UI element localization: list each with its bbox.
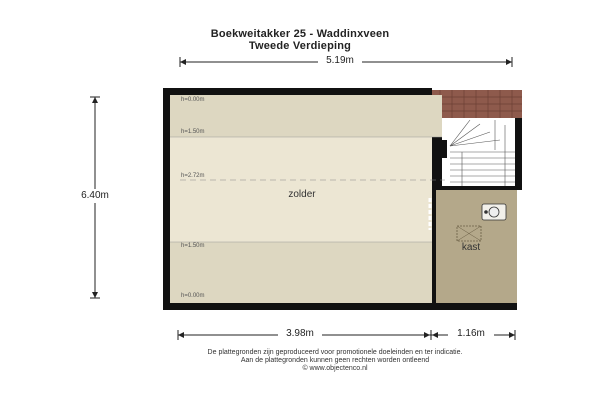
height-label: 6.40m — [81, 190, 109, 201]
left-width-label: 3.98m — [286, 328, 314, 339]
height-label-ridge: h=2.72m — [181, 173, 205, 179]
room-label-closet: kast — [461, 242, 481, 253]
height-label-top: h=0.00m — [181, 97, 205, 103]
height-label-bottom: h=0.00m — [181, 293, 205, 299]
height-label-upper: h=1.50m — [181, 129, 205, 135]
plan-subtitle: Tweede Verdieping — [248, 40, 352, 52]
disclaimer-line-1: De plattegronden zijn geproduceerd voor promotionele doeleinden en ter indicatie. — [207, 349, 463, 356]
roof-tiles — [432, 90, 522, 118]
room-label-attic: zolder — [288, 189, 316, 200]
staircase — [442, 118, 515, 188]
plan-title: Boekweitakker 25 - Waddinxveen — [210, 28, 390, 40]
disclaimer-line-3: © www.objectenco.nl — [302, 365, 368, 372]
height-label-lower: h=1.50m — [181, 243, 205, 249]
right-width-label: 1.16m — [457, 328, 485, 339]
total-width-label: 5.19m — [326, 55, 354, 66]
disclaimer-line-2: Aan de plattegronden kunnen geen rechten worden ontleend — [240, 357, 430, 364]
